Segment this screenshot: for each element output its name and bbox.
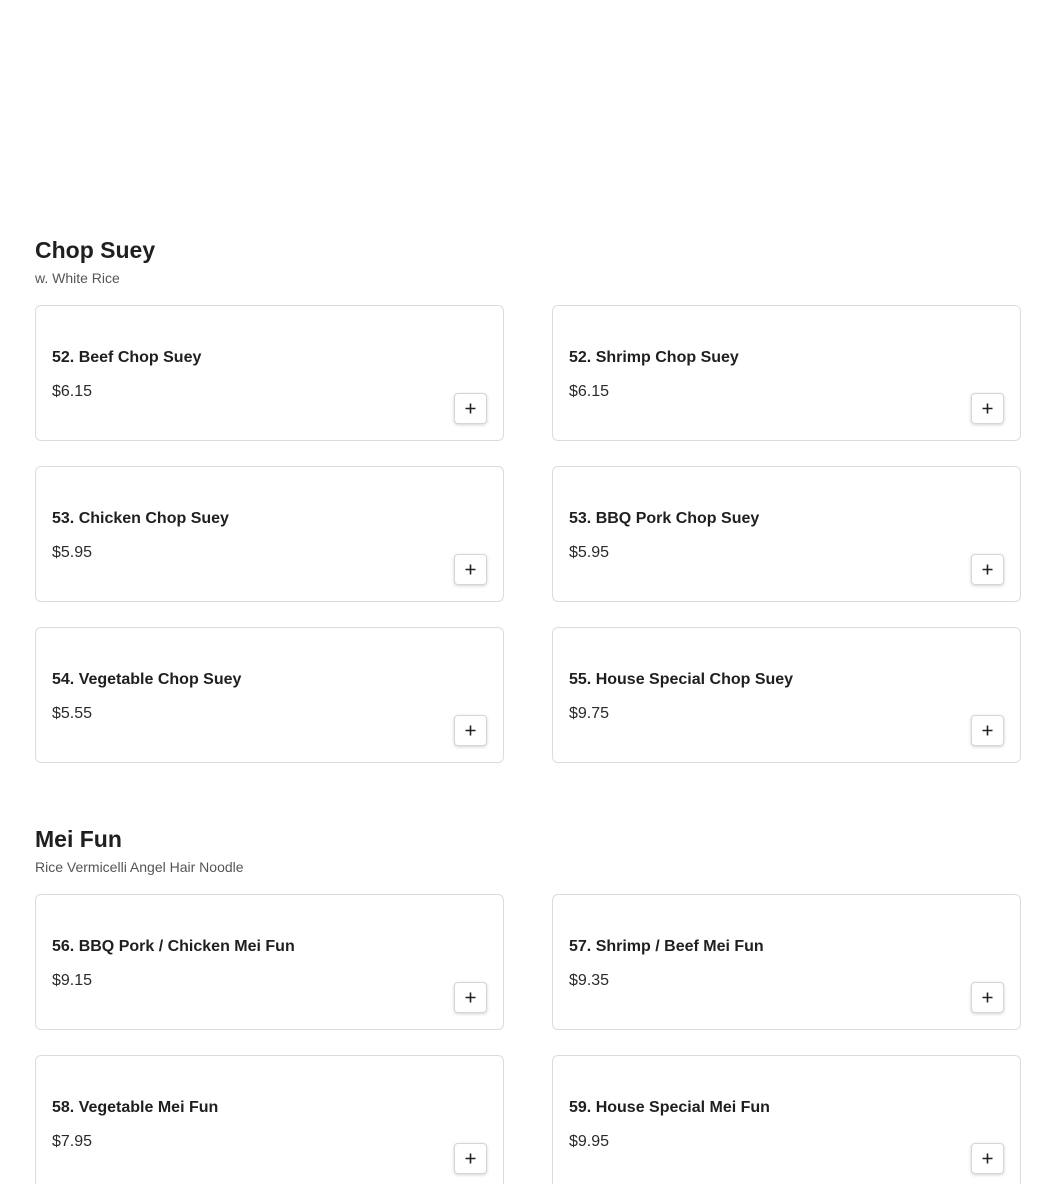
section-title: Mei Fun — [35, 826, 122, 852]
item-name: 58. Vegetable Mei Fun — [52, 1099, 219, 1116]
menu-item-card[interactable] — [35, 1055, 504, 1184]
plus-icon — [465, 564, 476, 575]
menu-item-card[interactable] — [552, 466, 1021, 602]
menu-item-card[interactable] — [35, 466, 504, 602]
menu-item-card[interactable] — [35, 305, 504, 441]
plus-icon — [465, 1153, 476, 1164]
add-item-button[interactable] — [454, 982, 487, 1013]
add-item-button[interactable] — [971, 715, 1004, 746]
menu-item-card[interactable] — [552, 305, 1021, 441]
item-price: $5.55 — [52, 705, 93, 722]
add-item-button[interactable] — [454, 393, 487, 424]
section-chop-suey — [35, 235, 1021, 763]
menu-item-grid — [35, 894, 1021, 1184]
plus-icon — [982, 403, 993, 414]
item-name: 53. Chicken Chop Suey — [52, 510, 229, 527]
item-price: $9.75 — [569, 705, 610, 722]
add-item-button[interactable] — [454, 715, 487, 746]
plus-icon — [465, 992, 476, 1003]
item-price: $5.95 — [569, 544, 610, 561]
item-name: 54. Vegetable Chop Suey — [52, 671, 242, 688]
section-subtitle: Rice Vermicelli Angel Hair Noodle — [35, 859, 244, 875]
item-price: $6.15 — [569, 383, 610, 400]
plus-icon — [982, 1153, 993, 1164]
item-price: $5.95 — [52, 544, 93, 561]
item-name: 57. Shrimp / Beef Mei Fun — [569, 938, 764, 955]
section-title: Chop Suey — [35, 237, 156, 263]
item-name: 52. Beef Chop Suey — [52, 349, 202, 366]
plus-icon — [982, 725, 993, 736]
item-price: $9.35 — [569, 972, 610, 989]
plus-icon — [982, 992, 993, 1003]
add-item-button[interactable] — [971, 393, 1004, 424]
add-item-button[interactable] — [454, 554, 487, 585]
add-item-button[interactable] — [454, 1143, 487, 1174]
add-item-button[interactable] — [971, 982, 1004, 1013]
menu-item-card[interactable] — [552, 894, 1021, 1030]
add-item-button[interactable] — [971, 1143, 1004, 1174]
item-name: 53. BBQ Pork Chop Suey — [569, 510, 760, 527]
item-name: 56. BBQ Pork / Chicken Mei Fun — [52, 938, 295, 955]
item-price: $7.95 — [52, 1133, 93, 1150]
item-name: 59. House Special Mei Fun — [569, 1099, 770, 1116]
menu-item-card[interactable] — [35, 894, 504, 1030]
plus-icon — [982, 564, 993, 575]
section-subtitle: w. White Rice — [35, 270, 120, 286]
section-mei-fun — [35, 824, 1021, 1184]
item-name: 52. Shrimp Chop Suey — [569, 349, 739, 366]
plus-icon — [465, 403, 476, 414]
item-price: $9.95 — [569, 1133, 610, 1150]
menu-item-grid — [35, 305, 1021, 763]
item-price: $6.15 — [52, 383, 93, 400]
menu-item-card[interactable] — [552, 627, 1021, 763]
menu-item-card[interactable] — [35, 627, 504, 763]
item-name: 55. House Special Chop Suey — [569, 671, 794, 688]
plus-icon — [465, 725, 476, 736]
item-price: $9.15 — [52, 972, 93, 989]
add-item-button[interactable] — [971, 554, 1004, 585]
menu-item-card[interactable] — [552, 1055, 1021, 1184]
